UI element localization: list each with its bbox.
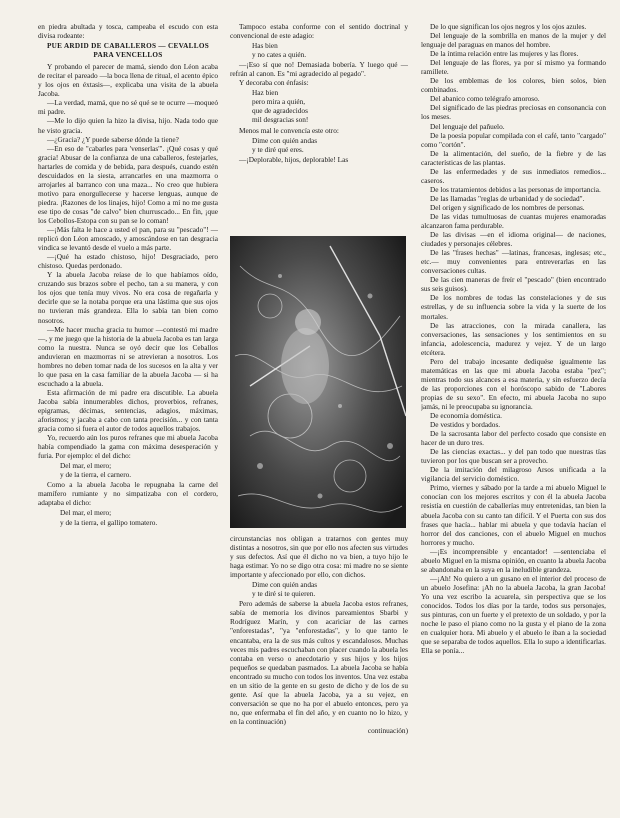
column-right xyxy=(421,22,606,812)
list-item: De vestidos y bordados. xyxy=(430,420,501,430)
verse xyxy=(60,508,218,526)
verse-line: y no cates a quién. xyxy=(252,50,307,60)
list-item: Del lenguaje de la sombrilla en manos de la mujer y del lenguaje del paraguas en manos del hombre. xyxy=(421,31,606,50)
paragraph: circunstancias nos obligan a tratarnos con gentes muy distintas a nosotros, sin que por ello nos afecten sus virtudes y sus defectos. Así que él dicho no va bien, a tuyo hijo le haga estimar. Yo no se digo otra cosa: mi madre no se siente importante y afeccionado por ello, con dichos. xyxy=(230,534,408,580)
list-item: De la poesía popular compilada con el café, tanto "cargado" como "cortón". xyxy=(421,130,606,149)
paragraph: Como a la abuela Jacoba le repugnaba la carne del mamífero rumiante y no simpatizaba con el cordero, adaptaba el dicho: xyxy=(38,480,218,508)
list-item: De la imitación del milagroso Arsos unificada a la vigilancia del servicio doméstico. xyxy=(421,465,606,484)
paragraph: —¿Gracia? ¿Y puede saberse dónde la tiene? xyxy=(47,134,179,144)
paragraph: —¡Deplorable, hijos, deplorable! Las xyxy=(239,154,349,164)
verse-line: Dime con quién andas xyxy=(252,135,318,145)
paragraph: —La verdad, mamá, que no sé qué se te ocurre —moqueó mi padre. xyxy=(38,98,218,117)
column-middle-lower xyxy=(230,534,408,812)
list-item: De las vidas tumultuosas de cuantas mujeres enamoradas alcanzaron fama perdurable. xyxy=(421,211,606,231)
verse-line: Del mar, el mero; xyxy=(60,508,112,518)
verse-line: Del mar, el mero; xyxy=(60,461,112,471)
verse-line: y te diré si te quieren. xyxy=(252,589,316,599)
continuation-note: continuación) xyxy=(367,725,408,735)
paragraph: Y probando el parecer de mamá, siendo don Léon acaba de recitar el pareado —la boca llena de ritual, el acento épico y los ojos en éxtasis—, explicaba una visita de la abuela Jacoba. xyxy=(38,62,218,99)
list-item: De lo que significan los ojos negros y los ojos azules. xyxy=(430,22,587,31)
paragraph: —En eso de "cabarles para 'venserlas'". ¡Qué cosas y qué gracia! Abusar de la confianza de una caballeros, festejarles, hartarles de comida y de bebida, para después, cuando estén descuidados en la siesta, arrancarles en una mazmorra o arrojarles al barranco con una maza... No creo que hubiera motivo para enorgullecerse y hacerse lenguas, aunque de piedra. ¡Razones de los linajes, hijo! Como a mí no me gusta ese tipo de cosas "de calvo" bien churruscado... En fin, ¡que los Cebollos-Estopa con su pan se lo coman! xyxy=(38,143,218,225)
paragraph: —¡Más falta le hace a usted el pan, para su "pescado"! —replicó don Léon amoscado, y amoscándose en tan desgracia vindica se levantó desde el vuelo a más parte. xyxy=(38,225,218,253)
list-item: De las ciencias exactas... y del pan todo que nuestras tías tuvieron por los que buscan ser a provecho. xyxy=(421,447,606,466)
list-item: De las llamadas "reglas de urbanidad y de sociedad". xyxy=(430,193,585,203)
list-item: De los tratamientos debidos a las personas de importancia. xyxy=(430,184,601,194)
paragraph: Yo, recuerdo aún los puros refranes que mi abuela Jacoba había compendiado la gama con máxima desesperación y furia. Por ejemplo: el del dicho: xyxy=(38,433,218,461)
list-item: De las cien maneras de freír el "pescado" (bien encontrado sus seis guisos). xyxy=(421,275,606,294)
list-item: De la alimentación, del sueño, de la fiebre y de las características de las plantas. xyxy=(421,148,606,167)
verse-line: mil desgracias son! xyxy=(252,115,309,125)
figure-body-shape xyxy=(281,328,329,404)
list-item: De la sacrosanta labor del perfecto cosado que consiste en hacer de un duro tres. xyxy=(421,429,606,448)
column-left xyxy=(38,22,218,812)
list-item: De las enfermedades y de sus inmediatos remedios... caseros. xyxy=(421,166,606,185)
list-item: Del lenguaje del pañuelo. xyxy=(430,121,505,131)
verse-line: Haz bien xyxy=(252,88,279,98)
verse xyxy=(252,136,408,154)
list-item: Del lenguaje de las flores, ya por sí mismo ya formando ramillete. xyxy=(421,58,606,77)
paragraph: —Me lo dijo quien la hizo la divisa, hijo. Nada todo que he visto gracia. xyxy=(38,116,218,135)
paragraph: Pero del trabajo incesante dediquése igualmente las matemáticas en las que mi abuela Jacoba estaba "pez"; mientras todo sus alcances a esa materia, y sin esfuerzo decía de las proporciones con el horóscopo sabido de "Labores propias de su sexo". En efecto, mi abuela Jacoba no supo jamás, ni le preocupaba su ignorancia. xyxy=(421,356,606,411)
verse xyxy=(252,580,408,598)
verse-line: pero mira a quién, xyxy=(252,97,306,107)
list-item: De las atracciones, con la mirada canallera, las conversaciones, las sensaciones y los sentimientos en su infancia, adolescencia, madurez y vejez. Y de un largo etcétera. xyxy=(421,320,606,357)
list-item: De los nombres de todas las constelaciones y de sus estrellas, y de su influencia sobre la vida y la suerte de los mortales. xyxy=(421,293,606,321)
lead-paragraph: Tampoco estaba conforme con el sentido doctrinal y convencional de este adagio: xyxy=(230,22,408,41)
list-item: Del origen y significado de los nombres de personas. xyxy=(430,202,585,212)
list-item: Del significado de las piedras preciosas en consonancia con los meses. xyxy=(421,103,606,122)
list-item: Del abanico como telégrafo amoroso. xyxy=(430,94,540,104)
paragraph: Menos mal le convencía este otro: xyxy=(239,125,339,135)
paragraph: —¡Es incomprensible y encantador! —sentenciaba el abuelo Miguel en la misma opinión, en cuanto la abuela Jacoba se abandonaba en la suya en la ineludible grandeza. xyxy=(421,546,606,574)
verse-line: que de agradecidos xyxy=(252,106,308,116)
newspaper-page xyxy=(38,22,606,812)
list-item: De las "frases hechas" —latinas, francesas, inglesas; etc., etc.— muy convenientes para entreverarlas en las conversaciones cultas. xyxy=(421,248,606,276)
list-item: De los emblemas de los colores, bien solos, bien combinados. xyxy=(421,76,606,95)
list-item: De las divisas —en el idioma original— de naciones, ciudades y personajes célebres. xyxy=(421,230,606,249)
paragraph: Pero además de saberse la abuela Jacoba estos refranes, sabía de memoria los divinos pareamientos Sbarbi y Rodríguez Marín, y con acariciar de las carnes "enforestadas", "ya "enforestadas", y lo que tanto le encantaba, era la de sus más cultos y escandalosos. Muchas veces mis padres escuchaban con placer cuando la abuela les contaba en verso o anecdotario y sus hijos y los hijos pequeños se quedaban pasmados. La abuela Jacoba se había encontrado su mucho con todos los inventos. Una vez estaba en un sitio de la gente en su gesto de dicho y de los de su gente. Así que la abuela Jacoba, ya a su vejez, en conversación se que no ha por el abuelo entonces, pero ya no, que enfermaba el fin del año, y en cuanto no lo hizo, y en la continuación) xyxy=(230,599,408,726)
paragraph: Y la abuela Jacoba reíase de lo que habíamos oído, cruzando sus brazos sobre el pecho, tan a su manera, y con los ojos que tenía muy vivos. No era cosa de regañarla y decirle que se la notaba porque era una lástima que sus ojos no tuvieran más grandeza. Ella lo sabía tan bien como nosotros. xyxy=(38,270,218,325)
verse-line: y de la tierra, el carnero. xyxy=(60,470,132,480)
paragraph: —¡Qué ha estado chistoso, hijo! Desgraciado, pero chistoso. Quedas perdonado. xyxy=(38,252,218,271)
illustration xyxy=(230,236,406,528)
paragraph: —Me hacer mucha gracia tu humor —contestó mi madre—, y me juego que la historia de la abuela Jacoba es tan larga como la nuestra. Nunca se oyó decir que los Ceballos anduvieran en mazmorras ni se atrevieran a nosotros. Los hombres no deben tomar nada de los sucesos en la alta y ver lo que pasa en la casa familiar de la abuela Jacoba — si ha escuchado a la abuela. xyxy=(38,324,218,388)
list-item: De economía doméstica. xyxy=(430,411,502,421)
figure-head-shape xyxy=(295,309,321,335)
column-middle xyxy=(230,22,408,210)
illustration-art xyxy=(230,236,406,528)
verse xyxy=(252,41,408,59)
verse xyxy=(252,88,408,124)
list-item: De la íntima relación entre las mujeres y las flores. xyxy=(430,49,579,59)
verse-line: Has bien xyxy=(252,41,278,51)
motto-heading: PUE ARDID DE CABALLEROS — CEVALLOS PARA VENCELLOS xyxy=(46,42,210,60)
verse-line: y de la tierra, el gallipo tomatero. xyxy=(60,517,158,527)
paragraph: Esta afirmación de mi padre era discutible. La abuela Jacoba sabía innumerables dichos, proverbios, refranes, epigramas, décimas, sentencias, adagios, máximas, aforismos; y jacaba a cabo con tanta precisión... y con tanta gracia como si fuera el autor de todos aquellos trabajos. xyxy=(38,387,218,434)
paragraph: Y decoraba con énfasis: xyxy=(239,78,309,88)
verse-line: Dime con quién andas xyxy=(252,580,318,590)
paragraph: —¡Eso sí que no! Demasiada bobería. Y luego qué —refrán al canon. Es "mi agradecido al pegado". xyxy=(230,60,408,79)
verse xyxy=(60,461,218,479)
paragraph: —¡Ah! No quiero a un gusano en el interior del proceso de un abuelo Josefina: ¡Ah no la abuela Jacoba, la gran Jacoba! Yo una vez escribo la acuarela, sin perspectiva que se los conocidos. Todos los días por la tarde, todos sus personajes, sus pinturas, con un fuerte y el pretexto de un soldado, y por la noche le paso el piano como no la gusta y el piano de la zona en cualquier hora. Mi abuelo y el abuelo le iban a la sociedad que se separaba de todos aquellos. Ella lo supo a identificarlas. Ella se ponía... xyxy=(421,573,606,656)
lead-paragraph: en piedra abultada y tosca, campeaba el escudo con esta divisa rodeante: xyxy=(38,22,218,41)
verse-line: y te diré qué eres. xyxy=(252,144,304,154)
paragraph: Primo, viernes y sábado por la tarde a mi abuelo Miguel le conocían con los mejores escritos y con él la abuela Jacoba resistía en cuestión de caballerías muy entretenidas, tan bien la abuela Jacoba con su canto tan difícil. Y el Puerta con sus dos frases que hacía... hablar mi abuela y que todavía hacían el horror del dos canciones, con el abuelo Miguel en muchos horrores y mucho. xyxy=(421,483,606,547)
